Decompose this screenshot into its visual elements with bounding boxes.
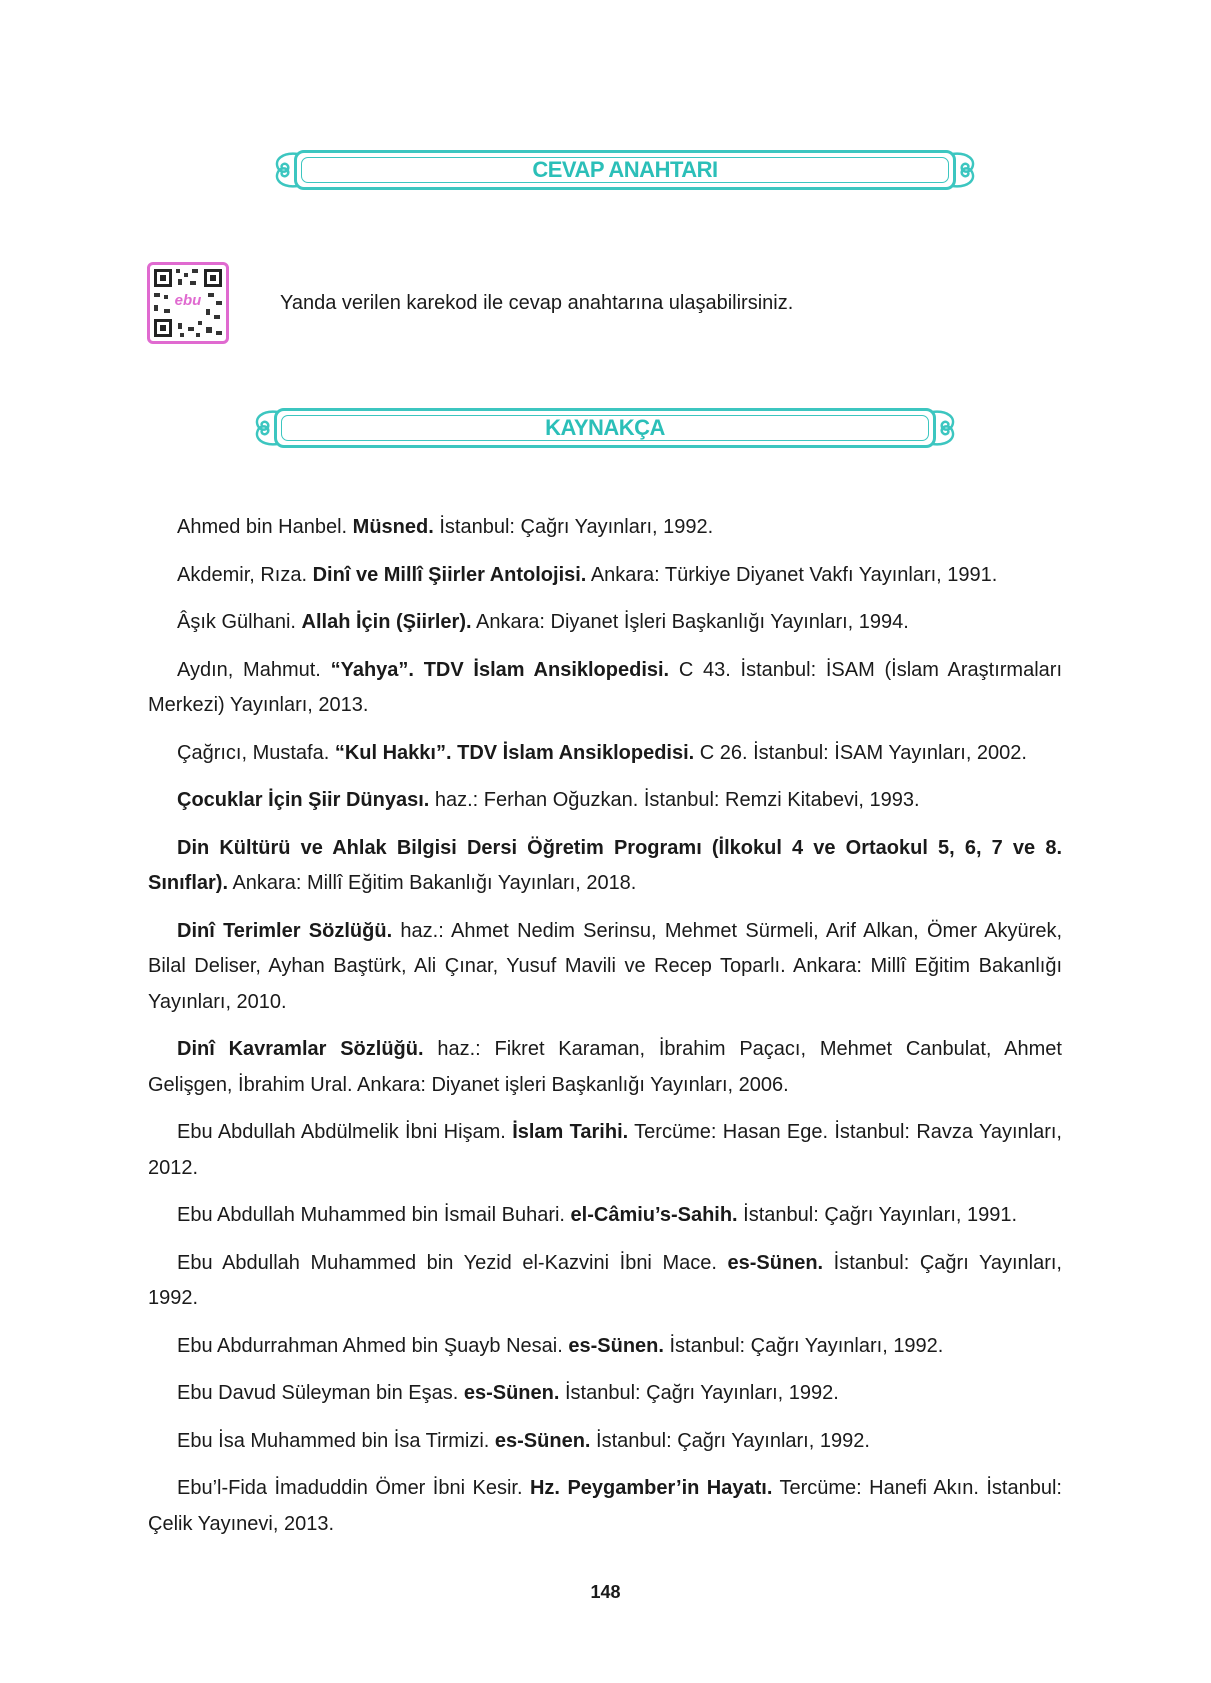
reference-text: Akdemir, Rıza. <box>177 563 313 586</box>
bibliography-banner <box>248 404 962 452</box>
reference-text: Ebu İsa Muhammed bin İsa Tirmizi. <box>177 1429 495 1452</box>
reference-text: haz.: Ahmet Nedim Serinsu, Mehmet Sürmeli, Arif Alkan, Ömer Akyürek, Bilal Deliser, Ayhan Baştürk, Ali Çınar, Yusuf Mavili ve Recep Toparlı. Ankara: Millî Eğitim Bakanlığı Yayınları, 2010. <box>148 919 1062 1013</box>
reference-entry <box>148 510 1062 546</box>
reference-entry <box>148 1329 1062 1365</box>
reference-text: C 43. İstanbul: İSAM (İslam Araştırmaları Merkezi) Yayınları, 2013. <box>148 658 1062 716</box>
reference-entry <box>148 653 1062 724</box>
reference-text: İstanbul: Çağrı Yayınları, 1991. <box>737 1204 1018 1226</box>
reference-text: Ebu Davud Süleyman bin Eşas. <box>177 1382 464 1404</box>
reference-text: İstanbul: Çağrı Yayınları, 1992. <box>590 1429 870 1452</box>
reference-title: es-Sünen. <box>727 1251 824 1274</box>
reference-title: “Yahya”. TDV İslam Ansiklopedisi. <box>330 658 670 681</box>
reference-title: Allah İçin (Şiirler). <box>301 611 472 633</box>
reference-text: haz.: Fikret Karaman, İbrahim Paçacı, Mehmet Canbulat, Ahmet Gelişgen, İbrahim Ural. Ankara: Diyanet işleri Başkanlığı Yayınları, 2006. <box>148 1038 1062 1096</box>
reference-entry <box>148 1376 1062 1412</box>
reference-entry <box>148 831 1062 902</box>
reference-text: Çağrıcı, Mustafa. <box>177 741 335 764</box>
reference-entry <box>148 1198 1062 1234</box>
reference-text: İstanbul: Çağrı Yayınları, 1992. <box>663 1334 944 1357</box>
reference-text: İstanbul: Çağrı Yayınları, 1992. <box>559 1382 839 1404</box>
reference-text: Ankara: Millî Eğitim Bakanlığı Yayınları, 2018. <box>228 872 637 894</box>
reference-text: Ahmed bin Hanbel. <box>177 516 353 538</box>
reference-text: İstanbul: Çağrı Yayınları, 1992. <box>433 516 714 538</box>
reference-title: es-Sünen. <box>463 1382 560 1404</box>
bibliography-title: KAYNAKÇA <box>545 415 665 440</box>
reference-text: Ankara: Diyanet İşleri Başkanlığı Yayınları, 1994. <box>471 611 909 633</box>
reference-title: Dinî Terimler Sözlüğü. <box>177 919 393 942</box>
reference-text: İstanbul: Çağrı Yayınları, 1992. <box>148 1251 1062 1309</box>
reference-text: Ebu’l-Fida İmaduddin Ömer İbni Kesir. <box>177 1477 530 1499</box>
reference-entry <box>148 1246 1062 1317</box>
qr-logo: ebu <box>172 291 204 311</box>
reference-text: C 26. İstanbul: İSAM Yayınları, 2002. <box>694 741 1027 764</box>
reference-text: Ebu Abdurrahman Ahmed bin Şuayb Nesai. <box>177 1334 569 1357</box>
answer-key-title: CEVAP ANAHTARI <box>532 157 718 182</box>
reference-entry <box>148 914 1062 1021</box>
reference-title: es-Sünen. <box>568 1334 664 1357</box>
reference-title: “Kul Hakkı”. TDV İslam Ansiklopedisi. <box>334 741 695 764</box>
reference-text: Ankara: Türkiye Diyanet Vakfı Yayınları, 1991. <box>586 563 998 586</box>
reference-entry <box>148 783 1062 819</box>
reference-text: Tercüme: Hasan Ege. İstanbul: Ravza Yayınları, 2012. <box>148 1121 1062 1179</box>
reference-text: Aydın, Mahmut. <box>177 658 331 681</box>
reference-text: Ebu Abdullah Muhammed bin İsmail Buhari. <box>177 1204 571 1226</box>
reference-text: Ebu Abdullah Abdülmelik İbni Hişam. <box>177 1121 513 1143</box>
reference-entry <box>148 736 1062 772</box>
reference-entry <box>148 1115 1062 1186</box>
reference-text: Tercüme: Hanefi Akın. İstanbul: Çelik Yayınevi, 2013. <box>148 1477 1062 1535</box>
reference-entry <box>148 1032 1062 1103</box>
answer-key-banner <box>268 146 982 194</box>
reference-title: es-Sünen. <box>494 1429 591 1452</box>
reference-title: Hz. Peygamber’in Hayatı. <box>529 1477 773 1499</box>
reference-title: Dinî ve Millî Şiirler Antolojisi. <box>312 563 587 586</box>
page-number: 148 <box>590 1582 621 1602</box>
reference-text: haz.: Ferhan Oğuzkan. İstanbul: Remzi Kitabevi, 1993. <box>429 789 920 811</box>
reference-entry <box>148 1424 1062 1460</box>
qr-caption: Yanda verilen karekod ile cevap anahtarına ulaşabilirsiniz. <box>280 292 794 314</box>
reference-title: Çocuklar İçin Şiir Dünyası. <box>177 789 430 811</box>
reference-entry <box>148 558 1062 594</box>
qr-code[interactable] <box>147 262 229 344</box>
reference-entry <box>148 605 1062 641</box>
reference-list <box>148 510 1062 1554</box>
reference-entry <box>148 1471 1062 1542</box>
reference-title: Müsned. <box>352 516 434 538</box>
reference-title: el-Câmiu’s-Sahih. <box>570 1204 738 1226</box>
reference-text: Âşık Gülhani. <box>177 611 302 633</box>
reference-title: Din Kültürü ve Ahlak Bilgisi Dersi Öğretim Programı (İlkokul 4 ve Ortaokul 5, 6, 7 ve 8. Sınıflar). <box>148 836 1062 894</box>
reference-text: Ebu Abdullah Muhammed bin Yezid el-Kazvini İbni Mace. <box>177 1251 728 1274</box>
reference-title: İslam Tarihi. <box>512 1121 629 1143</box>
reference-title: Dinî Kavramlar Sözlüğü. <box>177 1038 424 1060</box>
